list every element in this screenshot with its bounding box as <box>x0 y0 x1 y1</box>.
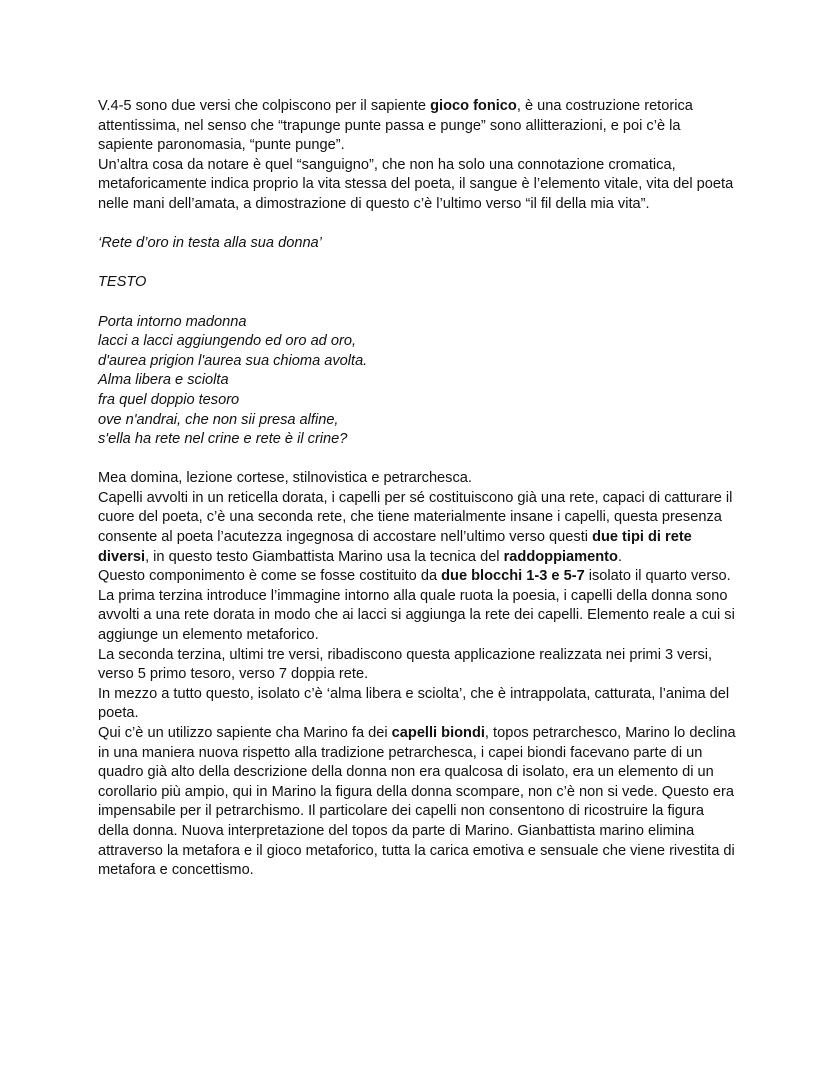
poem-line: s'ella ha rete nel crine e rete è il crine? <box>98 431 348 448</box>
document-page <box>98 97 738 881</box>
text-run: Questo componimento è come se fosse costituito da <box>98 568 442 585</box>
text-run: , topos petrarchesco, Marino lo declina in una maniera nuova rispetto alla tradizione petrarchesca, i capei biondi facevano parte di un quadro già alto della descrizione della donna non era qualcosa di isolato, era un elemento di un corollario più ampio, qui in Marino la figura della donna scompare, non c’è non si vede. Questo era impensabile per il petrarchismo. Il particolare dei capelli non consentono di ricostruire la figura della donna. Nuova interpretazione del topos da parte di Marino. Gianbattista marino elimina attraverso la metafora e il gioco metaforico, tutta la carica emotiva e sensuale che viene rivestita di metafora e concettismo. <box>98 725 736 879</box>
analysis-paragraph-5: La seconda terzina, ultimi tre versi, ribadiscono questa applicazione realizzata nei primi 3 versi, verso 5 primo tesoro, verso 7 doppia rete. <box>98 646 713 683</box>
text-run: Capelli avvolti in un reticella dorata, i capelli per sé costituiscono già una rete, capaci di catturare il cuore del poeta, c’è una seconda rete, che tiene materialmente insane i capelli, questa presenza consente al poeta l’acutezza ingegnosa di accostare nell’ultimo verso questi <box>98 489 733 546</box>
analysis-line-1: Mea domina, lezione cortese, stilnovistica e petrarchesca. <box>98 470 472 487</box>
poem-title: ‘Rete d’oro in testa alla sua donna’ <box>98 235 322 252</box>
text-run: isolato il quarto verso. <box>584 568 731 585</box>
text-run: V.4-5 sono due versi che colpiscono per il sapiente <box>98 98 431 114</box>
poem-line: Alma libera e sciolta <box>98 372 229 389</box>
analysis-paragraph-6: In mezzo a tutto questo, isolato c’è ‘alma libera e sciolta’, che è intrappolata, catturata, l’anima del poeta. <box>98 685 730 722</box>
bold-phrase: capelli biondi <box>391 725 485 741</box>
testo-label: TESTO <box>98 274 147 291</box>
analysis-paragraph-7 <box>98 724 738 881</box>
text-run: Qui c’è un utilizzo sapiente cha Marino fa dei <box>98 725 392 741</box>
poem-line: Porta intorno madonna <box>98 313 247 330</box>
text-run: , è una costruzione retorica attentissima, nel senso che “trapunge punte passa e punge” sono allitterazioni, e poi c’è la sapiente paronomasia, “punte punge”. <box>98 98 693 154</box>
analysis-paragraph-2 <box>98 489 738 567</box>
bold-phrase: raddoppiamento <box>503 548 618 565</box>
text-run: , in questo testo Giambattista Marino usa la tecnica del <box>145 548 504 565</box>
text-run: . <box>617 548 622 565</box>
bold-phrase: gioco fonico <box>430 98 517 114</box>
analysis-paragraph-3 <box>98 567 738 587</box>
intro-paragraph-2: Un’altra cosa da notare è quel “sanguigno”, che non ha solo una connotazione cromatica, metaforicamente indica proprio la vita stessa del poeta, il sangue è l’elemento vitale, vita del poeta nelle mani dell’amata, a dimostrazione di questo c’è l’ultimo verso “il fil della mia vita”. <box>98 156 734 212</box>
poem-line: d'aurea prigion l'aurea sua chioma avolta. <box>98 352 368 369</box>
intro-paragraph-1 <box>98 97 738 156</box>
analysis-paragraph-4: La prima terzina introduce l’immagine intorno alla quale ruota la poesia, i capelli della donna sono avvolti a una rete dorata in modo che ai lacci si aggiunga la rete dei capelli. Elemento reale a cui si aggiunge un elemento metaforico. <box>98 587 735 644</box>
poem-line: fra quel doppio tesoro <box>98 391 240 408</box>
bold-phrase: due tipi di rete diversi <box>98 529 692 565</box>
poem-line: ove n'andrai, che non sii presa alfine, <box>98 411 339 428</box>
bold-phrase: due blocchi 1-3 e 5-7 <box>441 568 585 585</box>
poem-line: lacci a lacci aggiungendo ed oro ad oro, <box>98 333 356 350</box>
